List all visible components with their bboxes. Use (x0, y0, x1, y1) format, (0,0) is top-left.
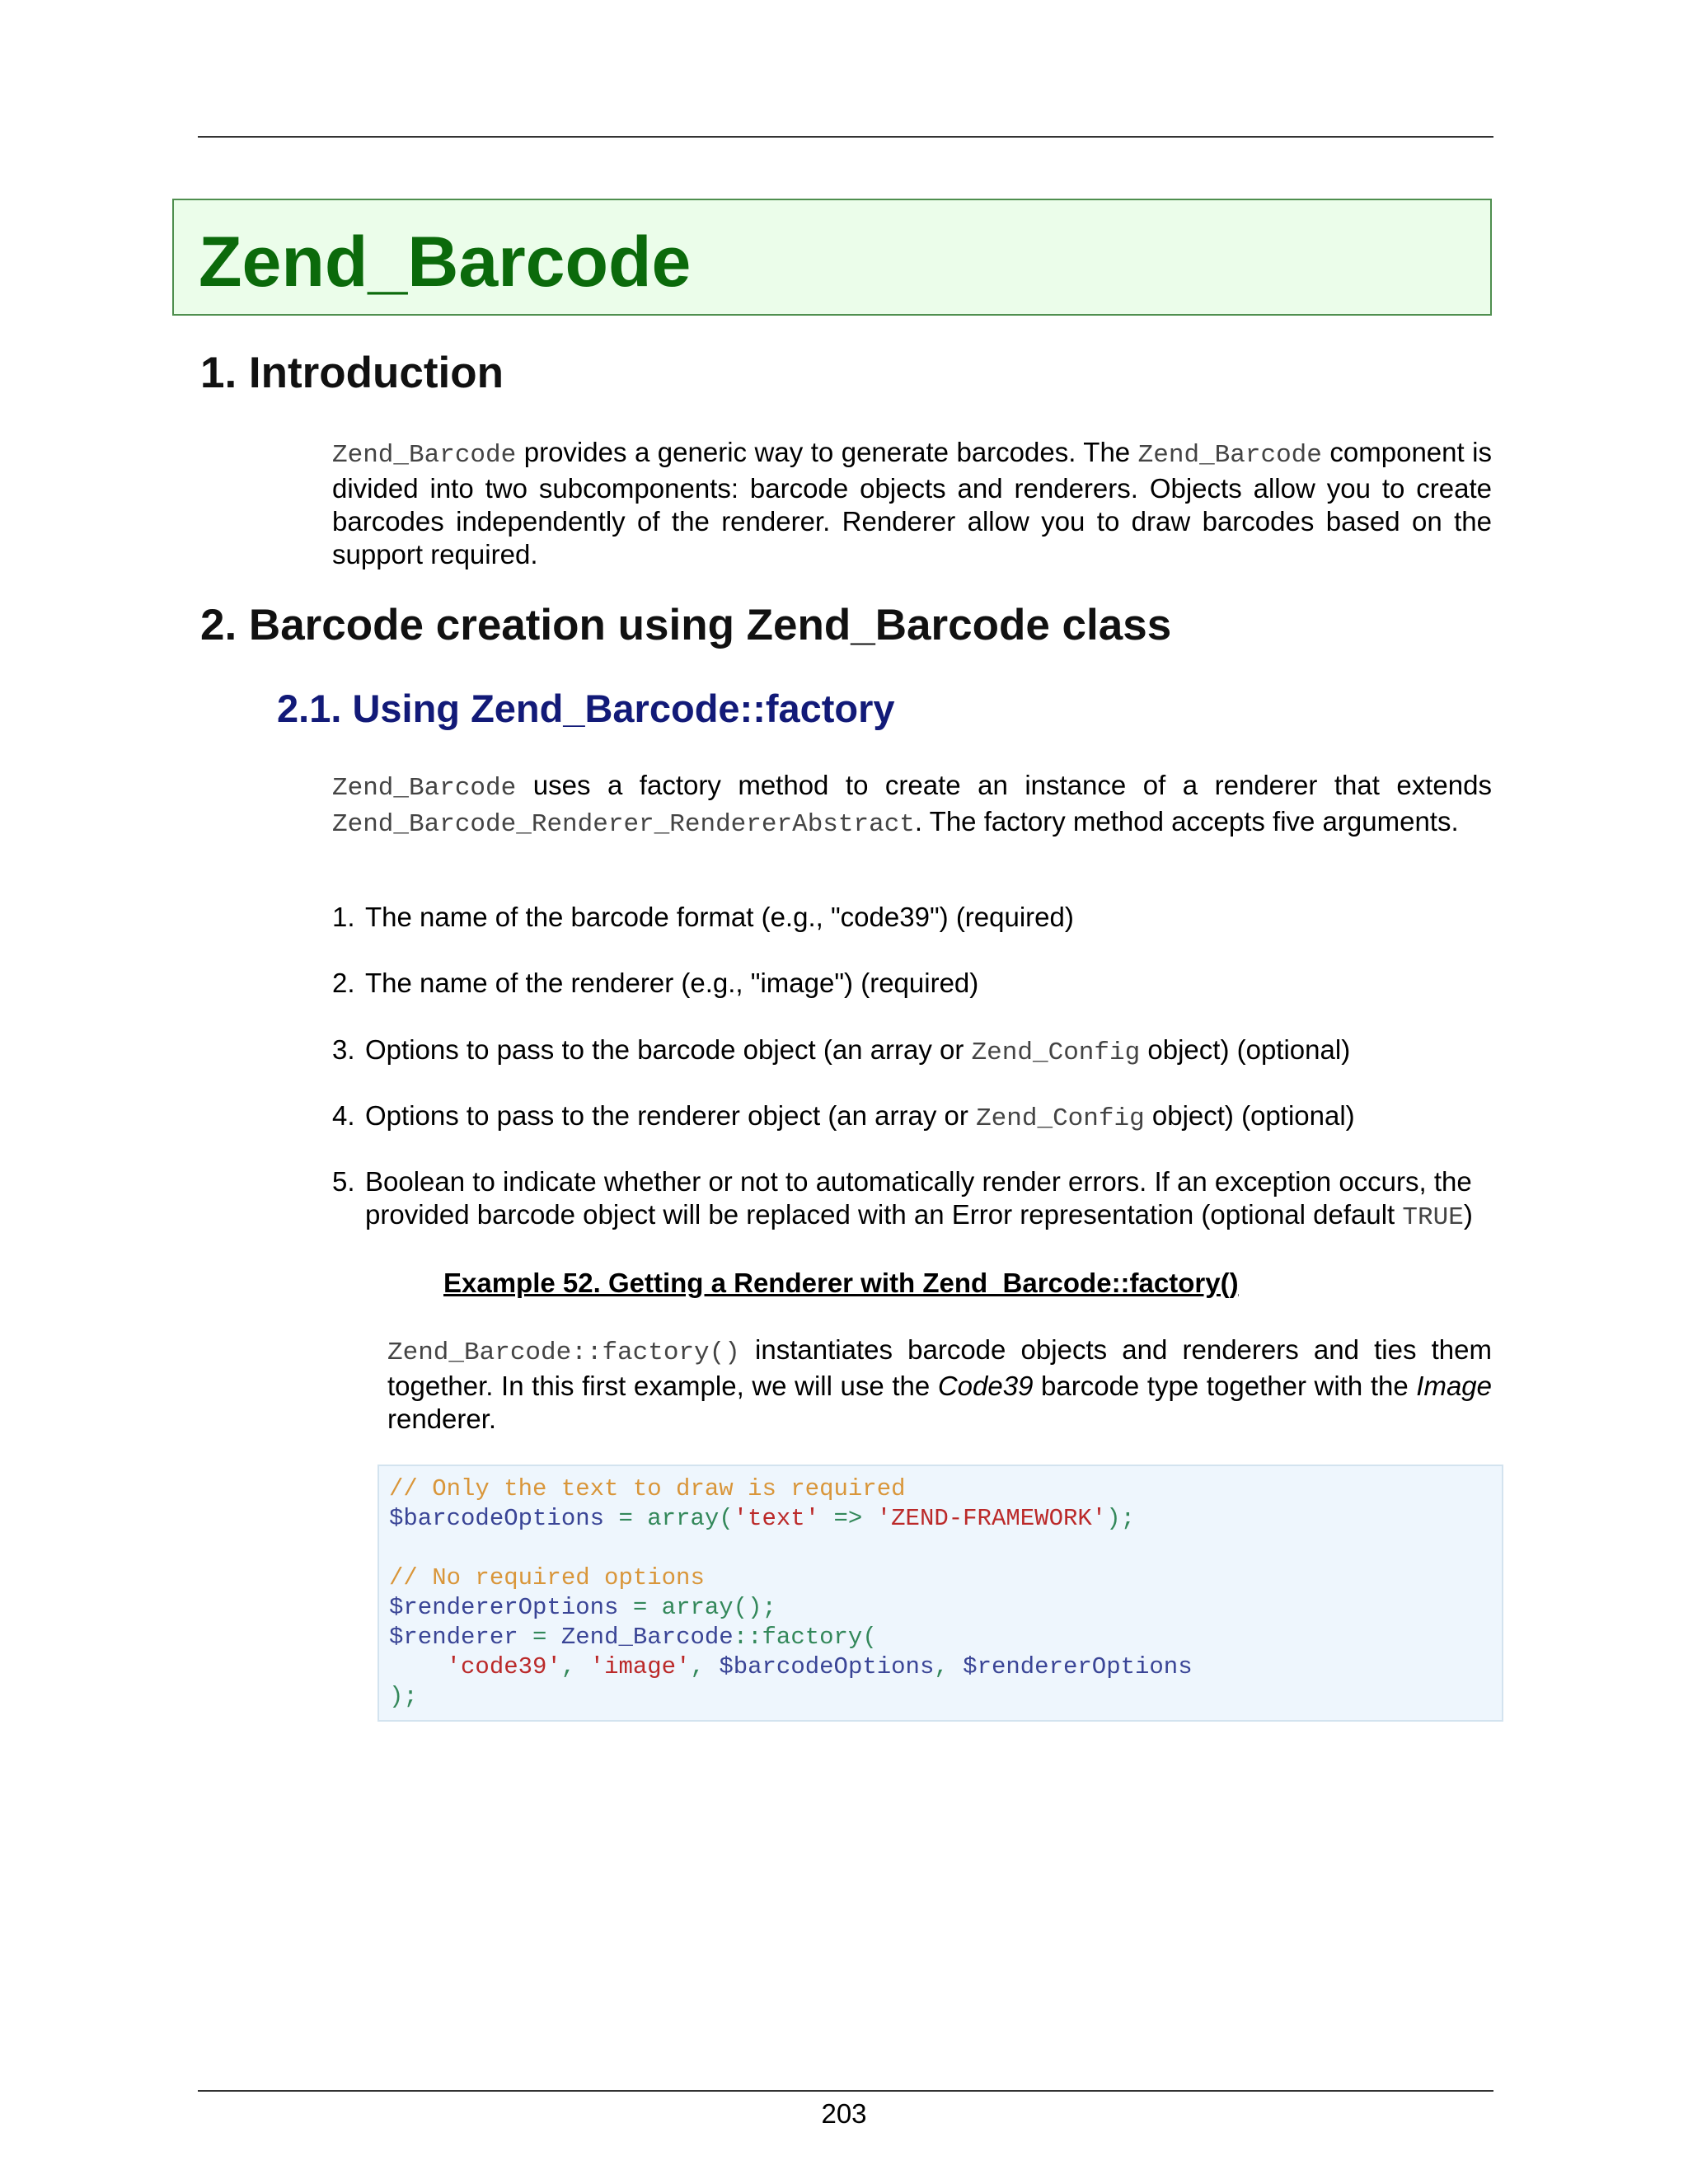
page-number: 203 (821, 2098, 867, 2129)
code-operator: = (618, 1594, 662, 1621)
inline-code: Zend_Barcode::factory() (387, 1338, 740, 1367)
list-text-part: object) (optional) (1140, 1034, 1351, 1065)
code-string: 'text' (733, 1505, 820, 1532)
code-variable: $rendererOptions (389, 1594, 619, 1621)
code-operator: = (518, 1624, 561, 1651)
code-class: Zend_Barcode (560, 1624, 734, 1651)
list-number: 5. (332, 1166, 355, 1197)
list-text-part: Options to pass to the renderer object (an array or (365, 1100, 977, 1131)
code-comment: // Only the text to draw is required (389, 1475, 906, 1502)
inline-code: Zend_Barcode (332, 774, 517, 803)
factory-paragraph (332, 769, 1492, 841)
emphasis-text: Image (1416, 1371, 1493, 1401)
list-text (365, 1033, 1494, 1070)
code-punctuation: , (934, 1653, 964, 1680)
list-text: The name of the barcode format (e.g., "code39") (required) (365, 902, 1074, 932)
code-indent (389, 1653, 447, 1680)
inline-code: Zend_Barcode (332, 441, 517, 470)
code-variable: $barcodeOptions (719, 1653, 935, 1680)
code-variable: $barcodeOptions (389, 1505, 605, 1532)
footer-rule (198, 2090, 1493, 2092)
code-string: 'code39' (446, 1653, 561, 1680)
paragraph-text: renderer. (387, 1404, 497, 1434)
code-comment: // No required options (389, 1564, 705, 1591)
code-operator: => (819, 1505, 877, 1532)
paragraph-text: provides a generic way to generate barcodes. The (516, 437, 1138, 467)
header-rule (198, 136, 1493, 138)
list-text-part: object) (optional) (1144, 1100, 1355, 1131)
paragraph-text: . The factory method accepts five arguments. (914, 806, 1459, 837)
list-number: 4. (332, 1100, 355, 1131)
code-punctuation: ); (389, 1683, 418, 1710)
list-text (365, 1099, 1494, 1136)
paragraph-text: barcode type together with the (1033, 1371, 1417, 1401)
paragraph-text: uses a factory method to create an instance of a renderer that extends (516, 770, 1492, 800)
subsection-heading-factory: 2.1. Using Zend_Barcode::factory (277, 687, 895, 730)
code-function: array(); (661, 1594, 776, 1621)
code-listing (377, 1465, 1503, 1722)
chapter-title: Zend_Barcode (199, 223, 692, 302)
paragraph-text: component is divided into two subcomponents: barcode objects and renderers. Objects allow you to create barcodes independently of the renderer. Renderer allow you to draw barcodes based on the support required. (332, 437, 1492, 569)
list-text: The name of the renderer (e.g., "image") (required) (365, 968, 979, 998)
example-paragraph (387, 1333, 1492, 1436)
code-punctuation: , (560, 1653, 590, 1680)
code-string: 'ZEND-FRAMEWORK' (876, 1505, 1107, 1532)
code-variable: $rendererOptions (963, 1653, 1193, 1680)
list-text-part: Options to pass to the barcode object (an array or (365, 1034, 972, 1065)
code-operator: = (604, 1505, 648, 1532)
code-punctuation: , (690, 1653, 720, 1680)
inline-code: Zend_Config (976, 1104, 1145, 1133)
list-text-part: Boolean to indicate whether or not to automatically render errors. If an exception occurs, the provided barcode object will be replaced with an Error representation (optional default (365, 1166, 1472, 1230)
inline-code: Zend_Barcode_Renderer_RendererAbstract (332, 810, 915, 839)
code-function: ::factory( (733, 1624, 877, 1651)
list-text (365, 1165, 1494, 1235)
list-text-part: ) (1463, 1199, 1473, 1230)
section-heading-barcode-creation: 2. Barcode creation using Zend_Barcode class (200, 601, 1172, 649)
code-punctuation: ); (1106, 1505, 1135, 1532)
chapter-title-box (172, 199, 1492, 316)
inline-code: Zend_Barcode (1137, 441, 1322, 470)
code-string: 'image' (589, 1653, 691, 1680)
list-number: 2. (332, 968, 355, 998)
section-heading-introduction: 1. Introduction (200, 349, 504, 397)
example-title: Example 52. Getting a Renderer with Zend_Barcode::factory() (443, 1268, 1239, 1298)
inline-code: TRUE (1402, 1203, 1464, 1232)
inline-code: Zend_Config (971, 1038, 1141, 1067)
code-variable: $renderer (389, 1624, 518, 1651)
list-number: 1. (332, 902, 355, 932)
code-text (389, 1474, 1193, 1712)
introduction-paragraph (332, 436, 1492, 571)
paragraph-text: instantiates barcode objects and renderers and ties them together. In this first example, we will use the (387, 1334, 1492, 1401)
emphasis-text: Code39 (937, 1371, 1034, 1401)
code-function: array( (647, 1505, 734, 1532)
list-number: 3. (332, 1034, 355, 1065)
